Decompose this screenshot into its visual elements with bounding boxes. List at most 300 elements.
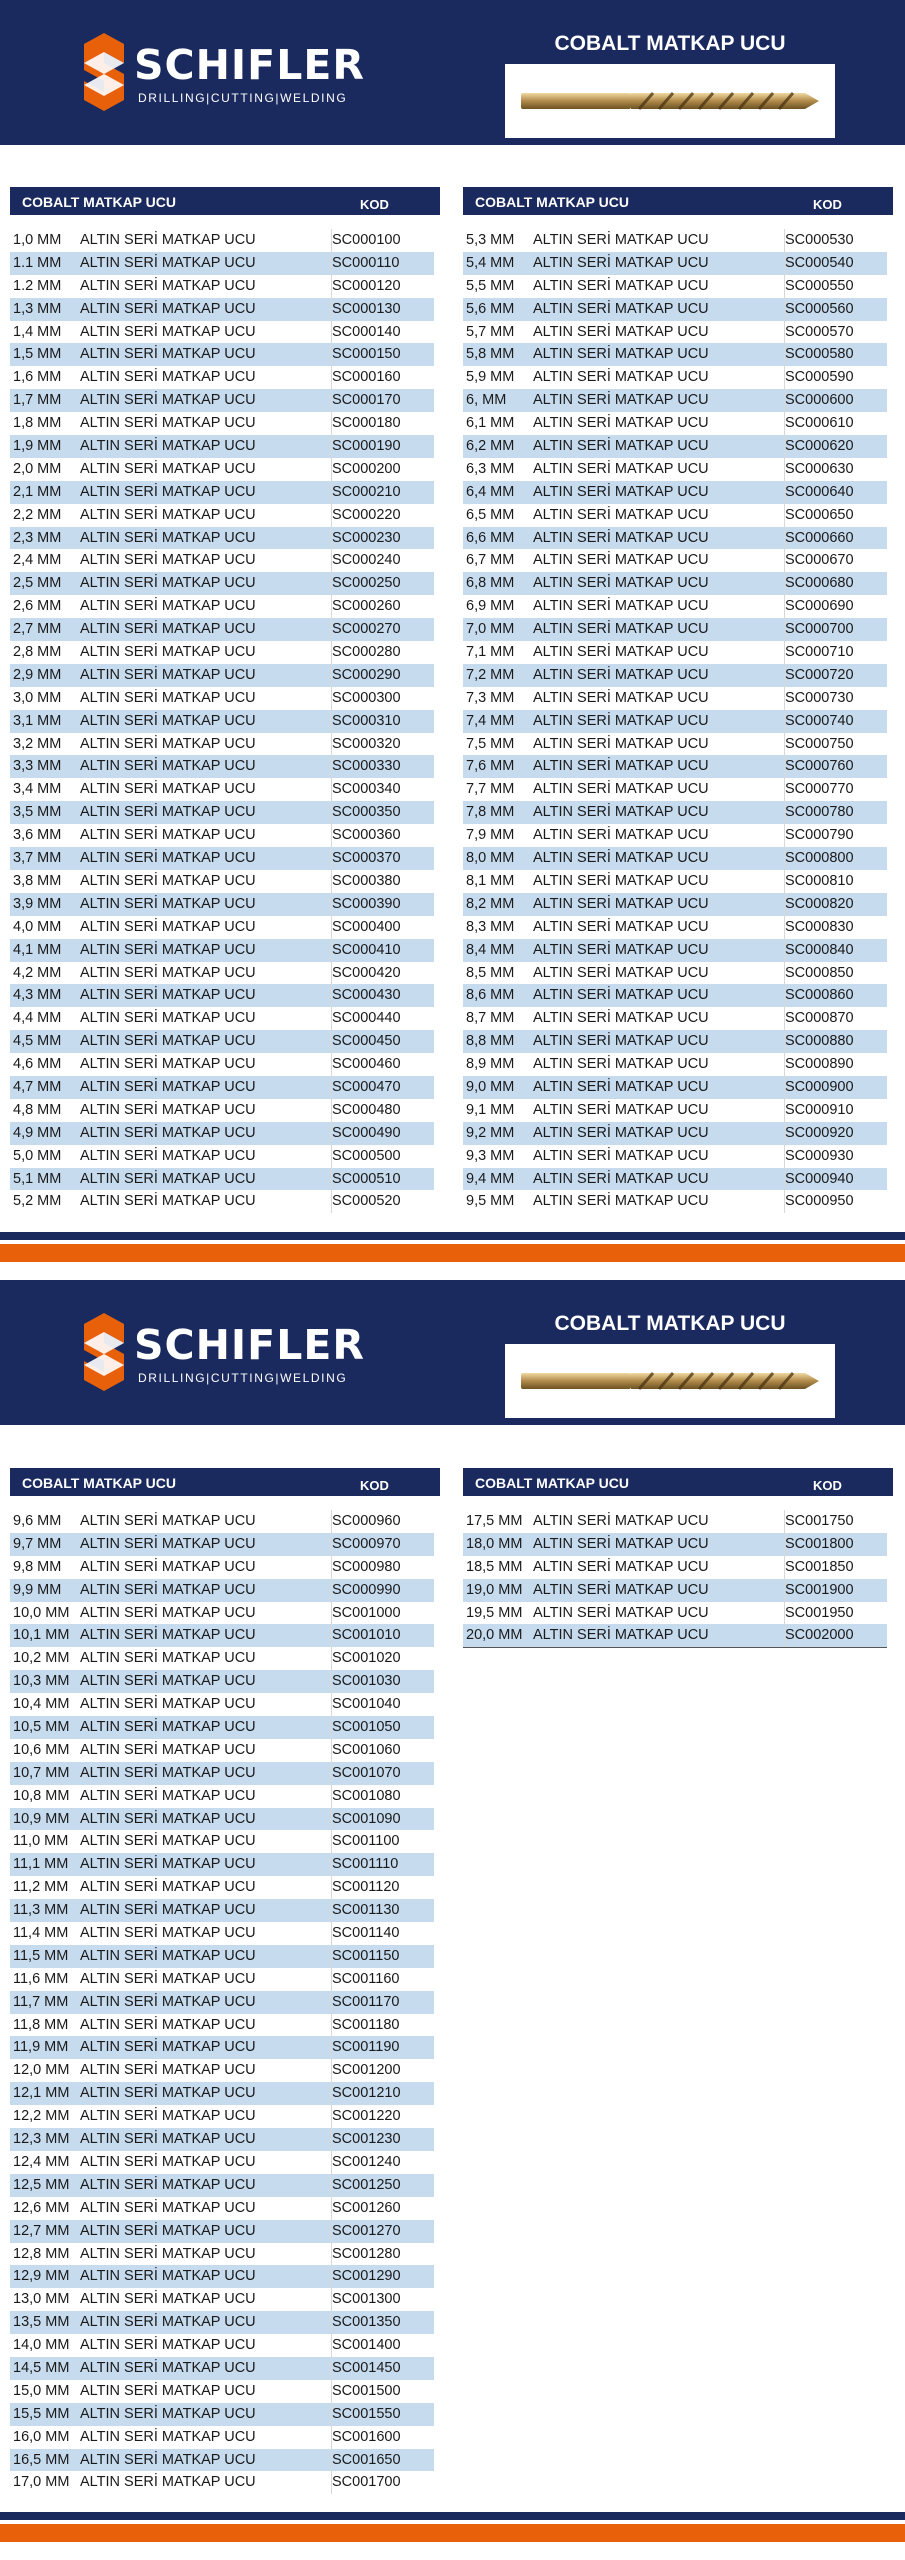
column-divider (784, 1007, 785, 1030)
product-code-cell: SC000580 (785, 346, 854, 363)
code-column-header: KOD (360, 197, 389, 212)
size-cell: 1,5 MM (13, 346, 62, 363)
product-name-cell: ALTIN SERİ MATKAP UCU (80, 1856, 256, 1873)
product-code-cell: SC000570 (785, 323, 854, 340)
column-divider (331, 343, 332, 366)
product-code-cell: SC001270 (332, 2222, 401, 2239)
size-cell: 11,4 MM (13, 1925, 69, 1942)
column-divider (784, 939, 785, 962)
product-name-cell: ALTIN SERİ MATKAP UCU (533, 323, 709, 340)
size-cell: 7,0 MM (466, 621, 515, 638)
product-code-cell: SC001180 (332, 2016, 400, 2033)
size-cell: 4,9 MM (13, 1124, 62, 1141)
table-row (463, 824, 887, 847)
product-name-cell: ALTIN SERİ MATKAP UCU (80, 598, 256, 615)
table-row (10, 298, 434, 321)
product-code-cell: SC000910 (785, 1101, 854, 1118)
column-divider (331, 1785, 332, 1808)
size-cell: 1,3 MM (13, 300, 62, 317)
product-code-cell: SC001170 (332, 1993, 400, 2010)
product-code-cell: SC001500 (332, 2382, 401, 2399)
product-code-cell: SC001240 (332, 2153, 401, 2170)
table-row (10, 1510, 434, 1533)
column-divider (331, 984, 332, 1007)
table-row (10, 1853, 434, 1876)
product-name-cell: ALTIN SERİ MATKAP UCU (80, 895, 256, 912)
column-divider (331, 1670, 332, 1693)
size-cell: 9,4 MM (466, 1170, 515, 1187)
column-divider (784, 778, 785, 801)
product-code-cell: SC000430 (332, 987, 401, 1004)
size-cell: 12,8 MM (13, 2245, 70, 2262)
column-divider (784, 710, 785, 733)
size-cell: 10,1 MM (13, 1627, 70, 1644)
code-column-header: KOD (813, 197, 842, 212)
column-divider (331, 2128, 332, 2151)
product-name-cell: ALTIN SERİ MATKAP UCU (80, 2153, 256, 2170)
table-row (10, 1830, 434, 1853)
column-divider (331, 1922, 332, 1945)
footer-orange-stripe (0, 2524, 905, 2542)
size-cell: 19,5 MM (466, 1604, 523, 1621)
product-code-cell: SC001060 (332, 1741, 401, 1758)
table-row (10, 1876, 434, 1899)
table-row (463, 847, 887, 870)
table-row (463, 939, 887, 962)
product-name-cell: ALTIN SERİ MATKAP UCU (80, 392, 256, 409)
table-row (10, 893, 434, 916)
product-name-cell: ALTIN SERİ MATKAP UCU (80, 2337, 256, 2354)
product-name-cell: ALTIN SERİ MATKAP UCU (80, 575, 256, 592)
footer-orange-stripe (0, 1244, 905, 1262)
size-cell: 2,6 MM (13, 598, 62, 615)
column-divider (331, 1007, 332, 1030)
product-code-cell: SC000160 (332, 369, 401, 386)
table-row (463, 962, 887, 985)
size-cell: 5,7 MM (466, 323, 515, 340)
product-name-cell: ALTIN SERİ MATKAP UCU (80, 1124, 256, 1141)
size-cell: 9,3 MM (466, 1147, 515, 1164)
product-name-cell: ALTIN SERİ MATKAP UCU (80, 483, 256, 500)
size-cell: 8,5 MM (466, 964, 515, 981)
table-body (463, 229, 887, 1213)
table-row (10, 2449, 434, 2472)
size-cell: 17,5 MM (466, 1513, 523, 1529)
column-divider (784, 412, 785, 435)
product-name-cell: ALTIN SERİ MATKAP UCU (80, 2108, 256, 2125)
product-code-cell: SC000610 (785, 415, 854, 432)
page-header (0, 0, 905, 145)
size-cell: 18,0 MM (466, 1535, 523, 1552)
brand-tagline: DRILLING|CUTTING|WELDING (138, 1371, 348, 1385)
table-row (463, 1099, 887, 1122)
table-body (463, 1510, 887, 1648)
product-code-cell: SC000600 (785, 392, 854, 409)
product-code-cell: SC000890 (785, 1056, 854, 1073)
product-name-cell: ALTIN SERİ MATKAP UCU (80, 300, 256, 317)
column-divider (331, 2265, 332, 2288)
column-divider (331, 1899, 332, 1922)
column-divider (784, 1145, 785, 1168)
product-code-cell: SC001750 (785, 1513, 854, 1529)
table-row (10, 2128, 434, 2151)
column-divider (784, 1579, 785, 1602)
size-cell: 12,0 MM (13, 2062, 70, 2079)
product-name-cell: ALTIN SERİ MATKAP UCU (80, 1604, 256, 1621)
product-code-cell: SC000560 (785, 300, 854, 317)
code-column-header: KOD (360, 1478, 389, 1493)
product-name-cell: ALTIN SERİ MATKAP UCU (533, 918, 709, 935)
column-divider (331, 1533, 332, 1556)
product-name-cell: ALTIN SERİ MATKAP UCU (533, 712, 709, 729)
column-divider (331, 1030, 332, 1053)
column-divider (784, 1168, 785, 1191)
table-row (463, 733, 887, 756)
size-cell: 2,0 MM (13, 460, 62, 477)
size-cell: 4,5 MM (13, 1033, 62, 1050)
product-code-cell: SC000960 (332, 1513, 401, 1529)
product-name-cell: ALTIN SERİ MATKAP UCU (533, 369, 709, 386)
product-code-cell: SC000300 (332, 689, 401, 706)
product-code-cell: SC000130 (332, 300, 401, 317)
table-row (463, 1533, 887, 1556)
table-row (10, 1030, 434, 1053)
column-divider (784, 595, 785, 618)
product-name-cell: ALTIN SERİ MATKAP UCU (533, 483, 709, 500)
column-divider (331, 412, 332, 435)
size-cell: 7,7 MM (466, 781, 515, 798)
column-divider (784, 870, 785, 893)
column-divider (784, 252, 785, 275)
table-row (10, 2265, 434, 2288)
size-cell: 11,1 MM (13, 1856, 69, 1873)
table-row (463, 664, 887, 687)
table-header (10, 1468, 440, 1496)
table-row (10, 1899, 434, 1922)
column-divider (331, 1053, 332, 1076)
product-name-cell: ALTIN SERİ MATKAP UCU (80, 1170, 256, 1187)
product-name-cell: ALTIN SERİ MATKAP UCU (80, 644, 256, 661)
table-title: COBALT MATKAP UCU (22, 1475, 176, 1491)
column-divider (784, 1602, 785, 1625)
size-cell: 2,2 MM (13, 506, 62, 523)
product-name-cell: ALTIN SERİ MATKAP UCU (533, 1010, 709, 1027)
product-code-cell: SC001950 (785, 1604, 854, 1621)
product-code-cell: SC001190 (332, 2039, 400, 2056)
size-cell: 1,9 MM (13, 438, 62, 455)
product-code-cell: SC000980 (332, 1558, 401, 1575)
product-code-cell: SC001450 (332, 2359, 401, 2376)
product-name-cell: ALTIN SERİ MATKAP UCU (80, 1193, 256, 1210)
size-cell: 5,1 MM (13, 1170, 62, 1187)
size-cell: 1,7 MM (13, 392, 62, 409)
product-name-cell: ALTIN SERİ MATKAP UCU (80, 781, 256, 798)
column-divider (784, 1510, 785, 1533)
product-name-cell: ALTIN SERİ MATKAP UCU (533, 1056, 709, 1073)
product-code-cell: SC000240 (332, 552, 401, 569)
size-cell: 5,6 MM (466, 300, 515, 317)
table-row (10, 1647, 434, 1670)
product-code-cell: SC000170 (332, 392, 401, 409)
product-name-cell: ALTIN SERİ MATKAP UCU (533, 1581, 709, 1598)
table-row (10, 2059, 434, 2082)
table-row (463, 1602, 887, 1625)
table-row (463, 1053, 887, 1076)
product-code-cell: SC000820 (785, 895, 854, 912)
product-name-cell: ALTIN SERİ MATKAP UCU (533, 827, 709, 844)
product-name-cell: ALTIN SERİ MATKAP UCU (80, 1010, 256, 1027)
product-code-cell: SC001140 (332, 1925, 400, 1942)
product-name-cell: ALTIN SERİ MATKAP UCU (533, 644, 709, 661)
product-code-cell: SC000730 (785, 689, 854, 706)
column-divider (331, 481, 332, 504)
product-name-cell: ALTIN SERİ MATKAP UCU (80, 2176, 256, 2193)
column-divider (331, 2243, 332, 2266)
size-cell: 14,5 MM (13, 2359, 70, 2376)
product-code-cell: SC000440 (332, 1010, 401, 1027)
size-cell: 11,7 MM (13, 1993, 69, 2010)
product-name-cell: ALTIN SERİ MATKAP UCU (80, 2382, 256, 2399)
size-cell: 3,8 MM (13, 872, 62, 889)
product-code-cell: SC000450 (332, 1033, 401, 1050)
table-row (463, 1076, 887, 1099)
column-divider (331, 1762, 332, 1785)
column-divider (331, 1693, 332, 1716)
product-code-cell: SC000420 (332, 964, 401, 981)
column-divider (331, 2311, 332, 2334)
product-title: COBALT MATKAP UCU (554, 32, 786, 55)
product-code-cell: SC001600 (332, 2428, 401, 2445)
product-name-cell: ALTIN SERİ MATKAP UCU (80, 1879, 256, 1896)
product-image (505, 1344, 835, 1418)
size-cell: 17,0 MM (13, 2474, 70, 2491)
product-code-cell: SC000200 (332, 460, 401, 477)
column-divider (331, 1602, 332, 1625)
product-name-cell: ALTIN SERİ MATKAP UCU (533, 1147, 709, 1164)
product-name-cell: ALTIN SERİ MATKAP UCU (533, 666, 709, 683)
product-code-cell: SC000710 (785, 644, 854, 661)
table-row (10, 412, 434, 435)
column-divider (784, 801, 785, 824)
table-row (10, 2357, 434, 2380)
product-name-cell: ALTIN SERİ MATKAP UCU (80, 2039, 256, 2056)
product-code-cell: SC000280 (332, 644, 401, 661)
column-divider (331, 1808, 332, 1831)
column-divider (331, 824, 332, 847)
table-row (10, 549, 434, 572)
size-table-left (10, 187, 440, 1213)
column-divider (784, 984, 785, 1007)
product-name-cell: ALTIN SERİ MATKAP UCU (80, 438, 256, 455)
column-divider (784, 504, 785, 527)
product-name-cell: ALTIN SERİ MATKAP UCU (80, 552, 256, 569)
table-body (10, 229, 434, 1213)
size-cell: 9,6 MM (13, 1513, 62, 1529)
column-divider (331, 1190, 332, 1213)
product-name-cell: ALTIN SERİ MATKAP UCU (80, 2016, 256, 2033)
table-row (10, 2174, 434, 2197)
product-name-cell: ALTIN SERİ MATKAP UCU (80, 277, 256, 294)
size-cell: 10,2 MM (13, 1650, 70, 1667)
table-row (10, 572, 434, 595)
product-code-cell: SC001090 (332, 1810, 401, 1827)
table-row (10, 984, 434, 1007)
product-name-cell: ALTIN SERİ MATKAP UCU (533, 1078, 709, 1095)
size-cell: 12,2 MM (13, 2108, 70, 2125)
size-cell: 4,6 MM (13, 1056, 62, 1073)
size-cell: 4,1 MM (13, 941, 62, 958)
table-row (10, 801, 434, 824)
table-row (10, 2014, 434, 2037)
product-code-cell: SC000290 (332, 666, 401, 683)
size-cell: 8,3 MM (466, 918, 515, 935)
size-cell: 6,4 MM (466, 483, 515, 500)
table-row (10, 389, 434, 412)
product-name-cell: ALTIN SERİ MATKAP UCU (80, 1970, 256, 1987)
column-divider (331, 1122, 332, 1145)
size-cell: 3,2 MM (13, 735, 62, 752)
size-cell: 4,7 MM (13, 1078, 62, 1095)
product-code-cell: SC001650 (332, 2451, 401, 2468)
table-row (10, 1053, 434, 1076)
size-cell: 16,0 MM (13, 2428, 70, 2445)
table-row (10, 1739, 434, 1762)
column-divider (331, 2380, 332, 2403)
size-cell: 7,2 MM (466, 666, 515, 683)
table-row (463, 366, 887, 389)
product-name-cell: ALTIN SERİ MATKAP UCU (80, 1833, 256, 1850)
product-name-cell: ALTIN SERİ MATKAP UCU (533, 1535, 709, 1552)
table-row (463, 1190, 887, 1213)
schifler-logo-icon (84, 33, 124, 111)
product-name-cell: ALTIN SERİ MATKAP UCU (533, 1558, 709, 1575)
product-name-cell: ALTIN SERİ MATKAP UCU (533, 529, 709, 546)
product-name-cell: ALTIN SERİ MATKAP UCU (533, 941, 709, 958)
size-cell: 20,0 MM (466, 1627, 523, 1644)
size-cell: 8,8 MM (466, 1033, 515, 1050)
column-divider (331, 1853, 332, 1876)
table-row (10, 435, 434, 458)
product-code-cell: SC001260 (332, 2199, 401, 2216)
column-divider (331, 1145, 332, 1168)
column-divider (331, 1579, 332, 1602)
table-row (463, 1579, 887, 1602)
product-code-cell: SC001110 (332, 1856, 399, 1873)
table-row (463, 412, 887, 435)
table-row (10, 2105, 434, 2128)
size-cell: 18,5 MM (466, 1558, 523, 1575)
product-code-cell: SC001070 (332, 1764, 401, 1781)
product-code-cell: SC000400 (332, 918, 401, 935)
product-name-cell: ALTIN SERİ MATKAP UCU (80, 1627, 256, 1644)
table-row (10, 2426, 434, 2449)
product-name-cell: ALTIN SERİ MATKAP UCU (80, 2245, 256, 2262)
column-divider (784, 527, 785, 550)
table-row (463, 389, 887, 412)
product-name-cell: ALTIN SERİ MATKAP UCU (80, 872, 256, 889)
product-code-cell: SC001050 (332, 1719, 401, 1736)
table-row (10, 1579, 434, 1602)
table-row (10, 2288, 434, 2311)
size-cell: 5,2 MM (13, 1193, 62, 1210)
table-row (463, 755, 887, 778)
size-cell: 2,1 MM (13, 483, 62, 500)
table-row (10, 1991, 434, 2014)
product-name-cell: ALTIN SERİ MATKAP UCU (533, 392, 709, 409)
size-cell: 8,2 MM (466, 895, 515, 912)
product-name-cell: ALTIN SERİ MATKAP UCU (80, 850, 256, 867)
column-divider (784, 618, 785, 641)
product-code-cell: SC000760 (785, 758, 854, 775)
table-row (10, 618, 434, 641)
product-code-cell: SC000500 (332, 1147, 401, 1164)
column-divider (331, 458, 332, 481)
product-name-cell: ALTIN SERİ MATKAP UCU (80, 1993, 256, 2010)
size-cell: 19,0 MM (466, 1581, 523, 1598)
size-cell: 3,9 MM (13, 895, 62, 912)
table-row (10, 1945, 434, 1968)
table-row (10, 527, 434, 550)
table-row (463, 481, 887, 504)
product-name-cell: ALTIN SERİ MATKAP UCU (533, 964, 709, 981)
table-row (10, 847, 434, 870)
size-cell: 8,7 MM (466, 1010, 515, 1027)
size-cell: 6,1 MM (466, 415, 515, 432)
size-cell: 7,1 MM (466, 644, 515, 661)
table-title: COBALT MATKAP UCU (22, 194, 176, 210)
product-name-cell: ALTIN SERİ MATKAP UCU (80, 987, 256, 1004)
product-name-cell: ALTIN SERİ MATKAP UCU (533, 689, 709, 706)
product-code-cell: SC001400 (332, 2337, 401, 2354)
table-row (10, 1716, 434, 1739)
product-code-cell: SC000870 (785, 1010, 854, 1027)
product-code-cell: SC000360 (332, 827, 401, 844)
table-row (463, 252, 887, 275)
size-cell: 6,6 MM (466, 529, 515, 546)
product-name-cell: ALTIN SERİ MATKAP UCU (533, 415, 709, 432)
product-name-cell: ALTIN SERİ MATKAP UCU (80, 1513, 256, 1529)
product-name-cell: ALTIN SERİ MATKAP UCU (80, 506, 256, 523)
product-code-cell: SC000630 (785, 460, 854, 477)
table-row (10, 687, 434, 710)
size-cell: 7,4 MM (466, 712, 515, 729)
table-row (10, 1076, 434, 1099)
product-code-cell: SC001020 (332, 1650, 401, 1667)
size-cell: 11,9 MM (13, 2039, 69, 2056)
column-divider (331, 2174, 332, 2197)
table-row (463, 641, 887, 664)
size-cell: 3,0 MM (13, 689, 62, 706)
product-code-cell: SC001200 (332, 2062, 401, 2079)
column-divider (331, 778, 332, 801)
product-code-cell: SC000490 (332, 1124, 401, 1141)
size-cell: 6,5 MM (466, 506, 515, 523)
table-row (10, 2334, 434, 2357)
product-code-cell: SC001150 (332, 1947, 400, 1964)
product-name-cell: ALTIN SERİ MATKAP UCU (533, 300, 709, 317)
product-code-cell: SC001220 (332, 2108, 401, 2125)
product-name-cell: ALTIN SERİ MATKAP UCU (80, 1101, 256, 1118)
size-cell: 2,5 MM (13, 575, 62, 592)
table-row (10, 2220, 434, 2243)
table-row (10, 824, 434, 847)
table-row (463, 1007, 887, 1030)
product-name-cell: ALTIN SERİ MATKAP UCU (80, 460, 256, 477)
size-cell: 13,0 MM (13, 2291, 70, 2308)
table-row (10, 2380, 434, 2403)
table-row (10, 321, 434, 344)
product-code-cell: SC000150 (332, 346, 401, 363)
